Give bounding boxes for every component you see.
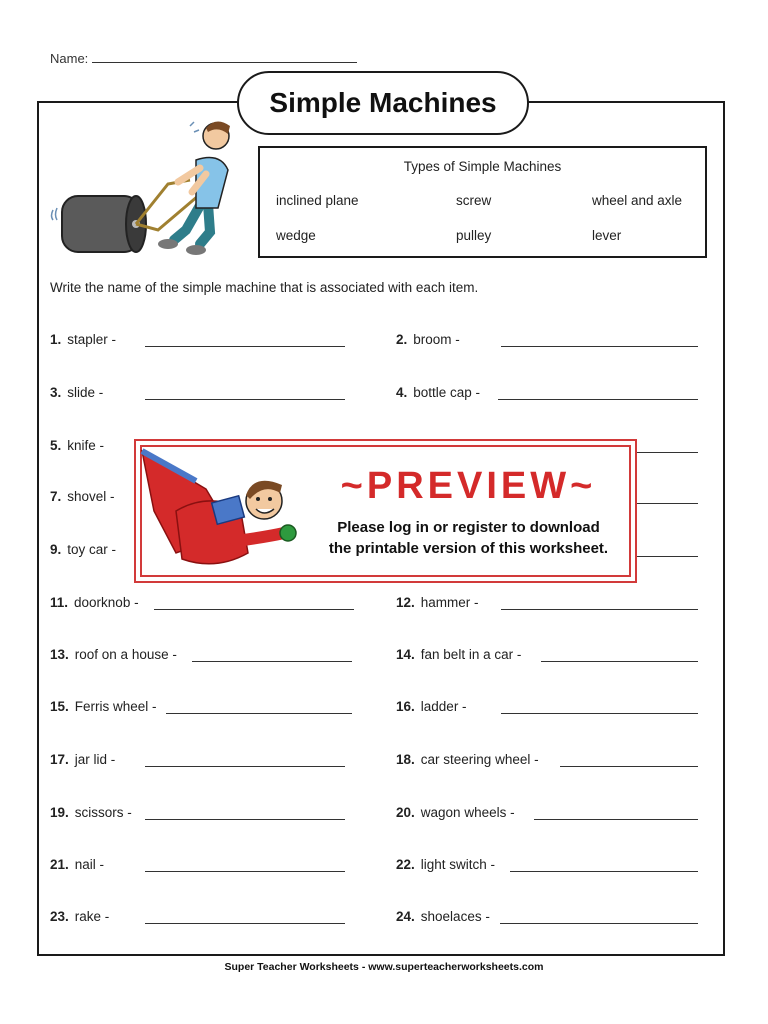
answer-blank[interactable] [560, 766, 698, 767]
question-item: 19. scissors - [50, 805, 132, 820]
lawn-roller-man-illustration [50, 112, 250, 262]
question-item: 15. Ferris wheel - [50, 699, 157, 714]
answer-blank[interactable] [145, 819, 345, 820]
name-field [50, 50, 357, 66]
instructions: Write the name of the simple machine that is associated with each item. [50, 280, 479, 295]
answer-blank[interactable] [192, 661, 352, 662]
question-item: 24. shoelaces - [396, 909, 490, 924]
page-title: Simple Machines [237, 71, 529, 135]
superhero-illustration [136, 441, 316, 581]
word-bank-item: pulley [456, 228, 492, 243]
question-item: 20. wagon wheels - [396, 805, 515, 820]
name-label: Name: [50, 51, 89, 66]
question-item: 16. ladder - [396, 699, 467, 714]
question-item: 22. light switch - [396, 857, 496, 872]
footer-credit: Super Teacher Worksheets - www.superteacherworksheets.com [224, 961, 544, 973]
preview-message-line2: the printable version of this worksheet. [328, 540, 609, 557]
answer-blank[interactable] [145, 399, 345, 400]
question-item: 5. knife - [50, 438, 105, 453]
answer-blank[interactable] [637, 556, 698, 557]
answer-blank[interactable] [154, 609, 354, 610]
name-blank[interactable] [92, 50, 357, 63]
answer-blank[interactable] [541, 661, 698, 662]
answer-blank[interactable] [498, 399, 698, 400]
answer-blank[interactable] [145, 346, 345, 347]
answer-blank[interactable] [166, 713, 352, 714]
question-item: 14. fan belt in a car - [396, 647, 522, 662]
question-item: 2. broom - [396, 332, 460, 347]
answer-blank[interactable] [637, 503, 698, 504]
word-bank-item: wedge [276, 228, 316, 243]
question-item: 23. rake - [50, 909, 110, 924]
answer-blank[interactable] [637, 452, 698, 453]
question-item: 21. nail - [50, 857, 105, 872]
question-item: 3. slide - [50, 385, 104, 400]
preview-message-line1: Please log in or register to download [337, 519, 600, 536]
question-item: 1. stapler - [50, 332, 117, 347]
word-bank-title: Types of Simple Machines [403, 159, 562, 174]
answer-blank[interactable] [500, 923, 698, 924]
question-item: 17. jar lid - [50, 752, 116, 767]
word-bank-item: inclined plane [276, 193, 359, 208]
word-bank [258, 146, 707, 258]
answer-blank[interactable] [145, 871, 345, 872]
question-item: 9. toy car - [50, 542, 117, 557]
answer-blank[interactable] [145, 766, 345, 767]
answer-blank[interactable] [501, 609, 698, 610]
answer-blank[interactable] [534, 819, 698, 820]
question-item: 11. doorknob - [50, 595, 139, 610]
word-bank-item: lever [592, 228, 622, 243]
answer-blank[interactable] [510, 871, 698, 872]
word-bank-item: wheel and axle [592, 193, 683, 208]
question-item: 18. car steering wheel - [396, 752, 539, 767]
question-item: 13. roof on a house - [50, 647, 177, 662]
question-item: 4. bottle cap - [396, 385, 481, 400]
preview-title: ~PREVIEW~ [340, 465, 597, 507]
question-item: 12. hammer - [396, 595, 479, 610]
answer-blank[interactable] [501, 346, 698, 347]
answer-blank[interactable] [501, 713, 698, 714]
word-bank-item: screw [456, 193, 492, 208]
question-item: 7. shovel - [50, 489, 115, 504]
preview-banner[interactable] [134, 439, 637, 583]
answer-blank[interactable] [145, 923, 345, 924]
